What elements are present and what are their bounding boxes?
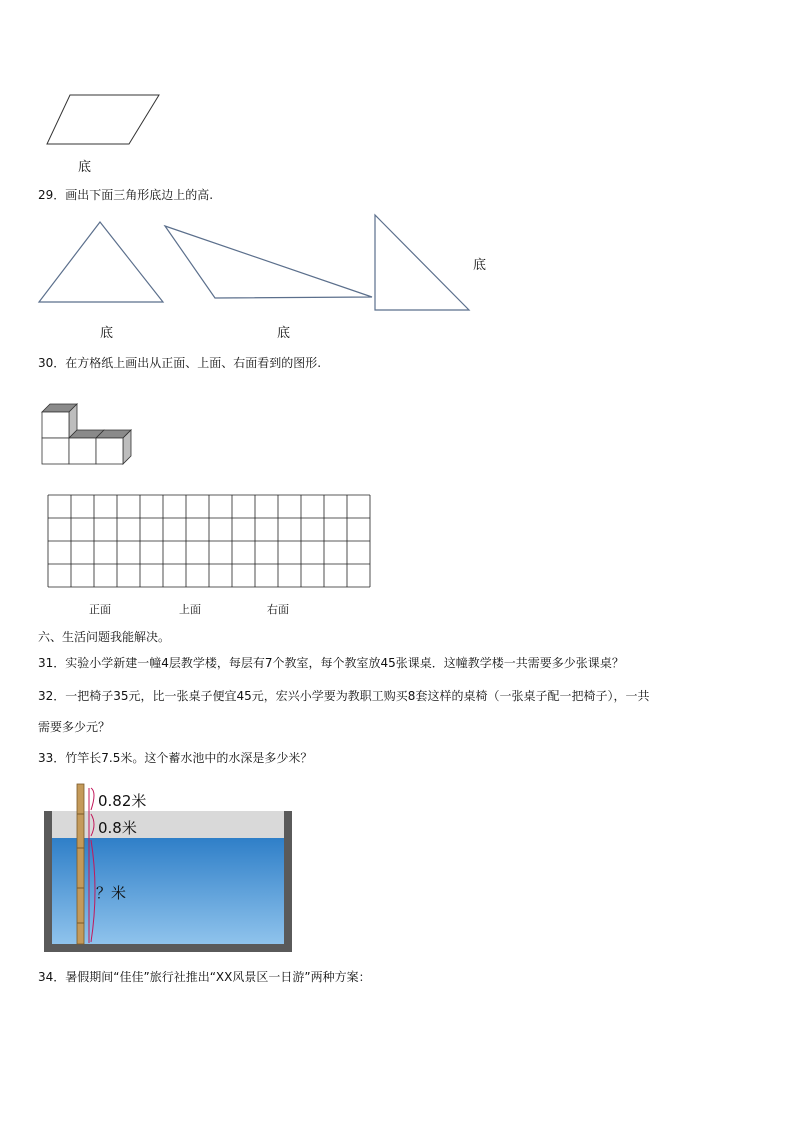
water-depth-label: ？米 [96,884,127,902]
q32-line2: 需要多少元？ [38,720,111,734]
triangle1-base-label: 底 [100,326,114,341]
view-front-label: 正面 [89,603,111,616]
q33-text: 33．竹竿长7.5米。这个蓄水池中的水深是多少米？ [38,751,313,765]
view-top-label: 上面 [179,603,201,616]
q29-text: 29．画出下面三角形底边上的高. [38,188,214,202]
q32-line1: 32．一把椅子35元，比一张桌子便宜45元，宏兴小学要为教职工购买8套这样的桌椅（一张桌子配一把椅子），一共 [38,689,650,703]
cubes-figure [38,400,138,472]
view-right-label: 右面 [267,603,289,616]
triangle3-base-label: 底 [473,258,487,273]
triangle2-base-label: 底 [277,326,291,341]
q34-text: 34．暑假期间“佳佳”旅行社推出“XX风景区一日游”两种方案： [38,970,371,984]
grid-paper [46,492,376,592]
parallelogram-figure [40,88,170,148]
pool-illustration [44,778,296,954]
q31-text: 31．实验小学新建一幢4层教学楼，每层有7个教室，每个教室放45张课桌．这幢教学楼一共需要多少张课桌？ [38,656,624,670]
q30-text: 30．在方格纸上画出从正面、上面、右面看到的图形. [38,356,322,370]
pole-top-label: 0.82米 [98,792,147,810]
gap-label: 0.8米 [98,819,137,837]
section-title: 六、生活问题我能解决。 [38,630,171,644]
triangles-figure [36,212,476,317]
q28-base-label: 底 [78,160,92,175]
